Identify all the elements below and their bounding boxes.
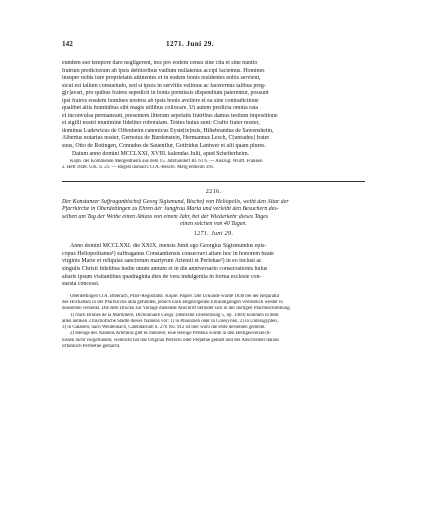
note-line: 3) in Galatien; nach Weidenbach, Calendarium S. 276 No. 912 ist hier wohl die erste derselben gemeint. xyxy=(62,325,266,331)
text-line: Albertus notarius noster, Gernotus de Burdenstein, Hermannus Lesch, C[unradus] frater xyxy=(62,135,270,142)
datum-line: Datum anno domini MCCLXXI, XVIII. kalendas Julii, apud Schefterheim. xyxy=(72,150,250,157)
text-line: et inconvulsa permaneant, presentem litteram sepefatis fratribus damus testium impositione xyxy=(62,112,278,119)
footnote-1: 1) Nach Brunes de la Martinière, Dictionnaire Géogr. (deutsche Übersetzung 5, Sp. 1469) kommen in dem xyxy=(70,312,279,318)
note-line: nissen nicht vorgefunden; vielleicht hat das Original Perfecto oder Perpetue gehabt und der Abschreiber daraus xyxy=(62,337,280,343)
text-line: ipsi fratres eosdem homines nostros ab ipsis bonis avellere et ea sine contradictione xyxy=(62,97,259,104)
section-divider xyxy=(62,181,365,182)
note-line: des Hochaltars in der Pfarrkirche alda gefunden, jedoch nach eingezogenen Erkundigungen vermutlich wieder in xyxy=(62,299,283,305)
note-line: Oberdettingen O.A. Biberach, Pfarr-Registratur. Kopie. Papier. Die Urkunde wurde 1830 bei der Reparatur xyxy=(70,293,280,299)
regest-line: Der Konstanzer Suffraganbischof Georg Sigismund, Bischof von Heliopolis, weiht den Altar der xyxy=(62,198,289,205)
text-line: fratrum predictorum ab ipsis debitoribus vadium nullatenus accipi faciemus. Homines xyxy=(62,67,265,74)
note-line: alten antiken 3 bischöfliche Städte dieses Namens vor: 1) in Phönizien oder in Cölesyrien, 2) in Unterägypten, xyxy=(62,318,278,324)
text-line: sicut est talium consuetudo, sed si ipsos in servitiis velimus ac facerernus talibus preg- xyxy=(62,82,266,89)
document-date: 1271. Juni 29. xyxy=(193,230,234,238)
footnote-2: 2) Heilige des Namens Artemius gibt es mehrere; eine Heilige Perfeka wurde in den Heiligenverzeich- xyxy=(70,331,271,337)
text-line: insuper nobis iure proprietatis attinentes et in eodem bonis residentes nobis servient, xyxy=(62,75,261,82)
text-line: copus Heliopolitanus¹) suffraganus Constantiensis consecravi altare hoc in honorem beate xyxy=(62,250,274,257)
regest-line: Pfarrkirche in Oberdettingen zu Ehren der Jungfrau Maria und verleiht den Besuchern des- xyxy=(62,206,279,213)
text-line: suesta concessi. xyxy=(62,281,100,288)
text-line: altaris ipsum visitantibus quadraginta dies de vera indulgentia in forma ecclesie con- xyxy=(62,273,262,280)
text-line: dominus Ludewicus de Offenheim canonicus Eyste[te]nsis, Hiltebrandus de Sawensheim, xyxy=(62,127,274,134)
text-line: suus, Otto de Rotingen, Conradus de Sauenflur, Gotfridus Lantwer et alii quam plures. xyxy=(62,143,266,150)
text-line: qualibet aliis hominibus sibi magis utilibus collocare. Ut autem predicta omnia rata xyxy=(62,105,258,112)
text-line: virginis Marie et reliquias sanctorum martyrum Artemii et Perfekae²) in eo inclusi ac xyxy=(62,258,262,265)
charter-text xyxy=(62,243,365,288)
text-line: Anno domini MCCLXXI. die XXIX. mensis Junii ego Georgius Sigismundus epis- xyxy=(70,243,267,250)
note-line: irrtümlich Perfeetne gemacht. xyxy=(62,343,121,349)
text-line: eundem suo tempore dare negligerent, nos pro eodem censu sine cita et sine nuntio xyxy=(62,60,258,66)
text-line: et sigilli nostri munimine fideliter roboratam. Testes huius sunt: Crafto frater noster, xyxy=(62,120,260,127)
footnotes xyxy=(62,294,365,351)
text-line: singulis Christi fidelibus hodie unum annum et in die anniversario consecrationis huius xyxy=(62,265,268,272)
document-number: 2216. xyxy=(205,187,222,195)
running-head-date: 1271. Juni 29. xyxy=(166,40,214,48)
charter-text-continued xyxy=(62,60,365,158)
regest-line: einen solchen von 40 Tagen. xyxy=(180,220,247,227)
text-line: g[r]avari, pro quibus fratres sepedicti in bonis premissis dispendium paterentur, possunt xyxy=(62,90,269,97)
regest xyxy=(62,199,365,229)
source-note xyxy=(62,159,365,172)
reference-note: 2. Heft 1848. Urk. S. 21. — Regest darnach: O.A.-Beschr. Merg entheim 391. xyxy=(62,165,215,171)
regest-line: selben am Tag der Weihe einen Ablass von einem Jahr, bei der Wiederkehr dieses Tages xyxy=(62,213,269,220)
page-header xyxy=(62,40,365,52)
page-number: 142 xyxy=(62,40,73,48)
note-line: denselben versenkt. Die dem Drucke zur Vorlage dienende Abschrift befindet sich in der dortigen Pfarrbeschreibung. xyxy=(62,306,291,312)
copy-note: Kopb. der Kommende Mergentheim aus dem 15. Jahrhundert Bl. 61 b. — Auszug: Württ. Franken xyxy=(70,159,263,165)
